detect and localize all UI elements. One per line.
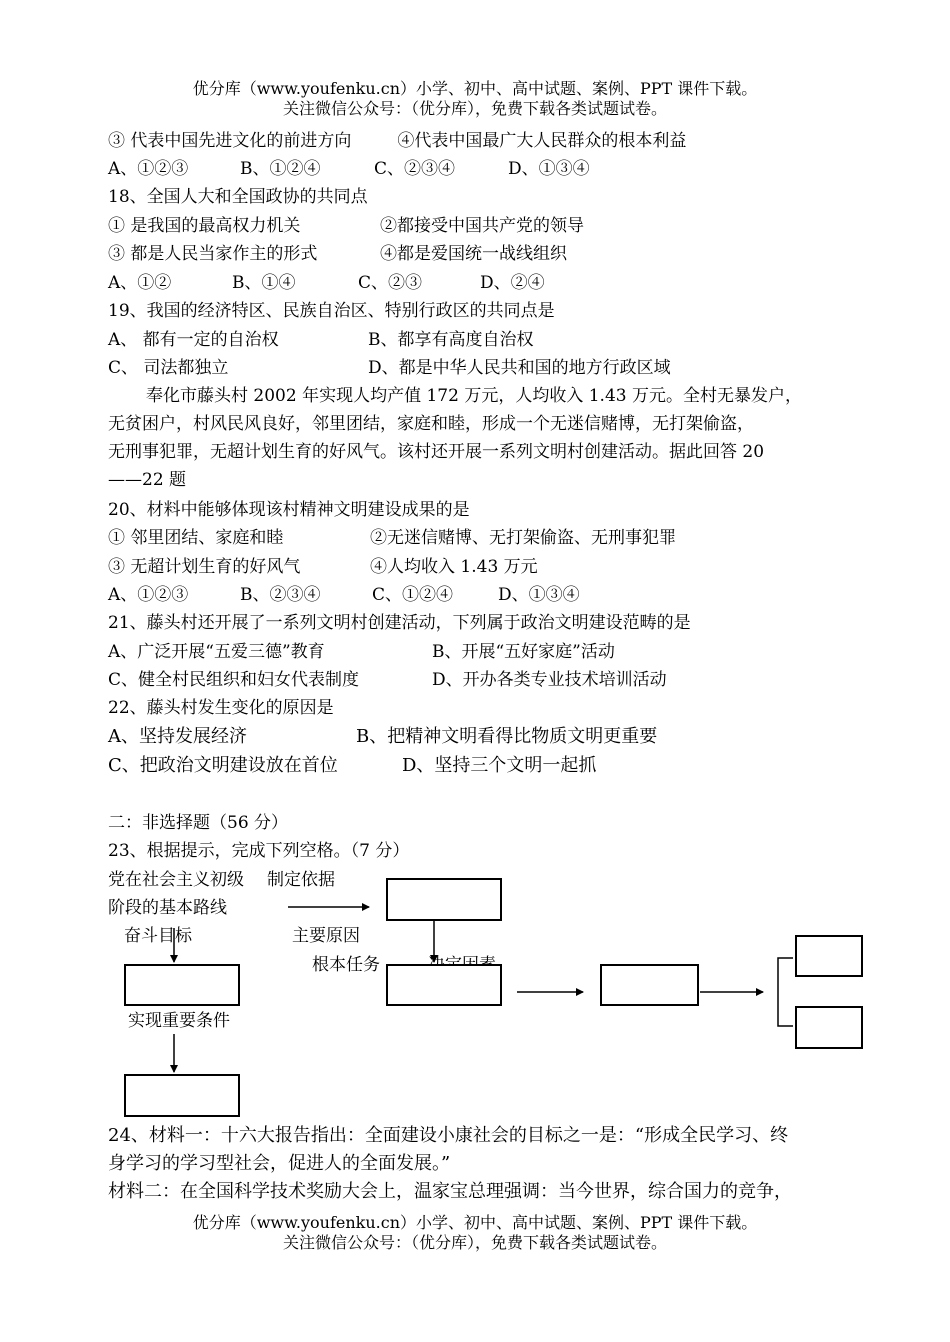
q18-statement-3: ③ 都是人民当家作主的形式 [108,244,318,264]
q17-option-d: D、①③④ [508,159,590,179]
q21-option-c: C、健全村民组织和妇女代表制度 [108,670,360,690]
q24-line-1: 24、材料一：十六大报告指出：全面建设小康社会的目标之一是：“形成全民学习、终 [108,1125,789,1146]
page-footer-line2: 关注微信公众号：（优分库），免费下载各类试题试卷。 [282,1233,667,1252]
q18-statement-1: ① 是我国的最高权力机关 [108,216,301,236]
q22-option-b: B、把精神文明看得比物质文明更重要 [356,726,658,747]
page-header-line2: 关注微信公众号：（优分库），免费下载各类试题试卷。 [282,99,667,118]
diagram-basic-line-label-1: 党在社会主义初级 [108,870,244,890]
q22-option-d: D、坚持三个文明一起抓 [402,755,597,776]
q20-option-b: B、②③④ [240,585,321,605]
material-line-2: 无贫困户，村风民风良好，邻里团结，家庭和睦，形成一个无迷信赌博，无打架偷盗， [108,414,754,434]
q18-option-d: D、②④ [480,273,545,293]
q18-option-b: B、①④ [232,273,296,293]
q19-stem: 19、我国的经济特区、民族自治区、特别行政区的共同点是 [108,301,555,321]
diagram-goal-label: 奋斗目标 [124,926,192,946]
q19-option-b: B、都享有高度自治权 [368,330,534,350]
material-line-1: 奉化市藤头村 2002 年实现人均产值 172 万元，人均收入 1.43 万元。全村无暴发户， [146,386,802,406]
diagram-main-reason-label: 主要原因 [292,926,360,946]
q19-option-c: C、 司法都独立 [108,358,229,378]
q21-option-a: A、广泛开展“五爱三德”教育 [108,642,325,662]
page-footer-line1: 优分库（www.youfenku.cn）小学、初中、高中试题、案例、PPT 课件下载。 [192,1213,758,1232]
q18-stem: 18、全国人大和全国政协的共同点 [108,187,368,207]
q21-option-b: B、开展“五好家庭”活动 [432,642,615,662]
q22-stem: 22、藤头村发生变化的原因是 [108,698,334,718]
q23-stem: 23、根据提示，完成下列空格。（7 分） [108,841,410,861]
diagram-condition-label: 实现重要条件 [128,1011,230,1031]
q24-line-3: 材料二：在全国科学技术奖励大会上，温家宝总理强调：当今世界，综合国力的竞争， [108,1181,792,1202]
q19-option-a: A、 都有一定的自治权 [108,330,279,350]
q20-statement-2: ②无迷信赌博、无打架偷盗、无刑事犯罪 [370,528,676,548]
diagram-basic-line-label-2: 阶段的基本路线 [108,898,227,918]
diagram-basis-label: 制定依据 [267,870,335,890]
q17-option-b: B、①②④ [240,159,321,179]
diagram-root-task-label: 根本任务 [312,955,380,975]
q20-option-c: C、①②④ [372,585,454,605]
q17-option-c: C、②③④ [374,159,456,179]
q17-option-a: A、①②③ [108,159,189,179]
q20-stem: 20、材料中能够体现该村精神文明建设成果的是 [108,500,470,520]
section-2-heading: 二：非选择题（56 分） [108,813,289,833]
q24-line-2: 身学习的学习型社会，促进人的全面发展。” [108,1153,451,1174]
material-line-4: ——22 题 [108,470,187,490]
q20-statement-1: ① 邻里团结、家庭和睦 [108,528,284,548]
q21-stem: 21、藤头村还开展了一系列文明村创建活动，下列属于政治文明建设范畴的是 [108,613,691,633]
q18-statement-4: ④都是爱国统一战线组织 [380,244,567,264]
q17-statement-3: ③ 代表中国先进文化的前进方向 [108,131,352,151]
page-header-line1: 优分库（www.youfenku.cn）小学、初中、高中试题、案例、PPT 课件下载。 [192,79,758,98]
q20-statement-3: ③ 无超计划生育的好风气 [108,557,301,577]
q18-statement-2: ②都接受中国共产党的领导 [380,216,584,236]
material-line-3: 无刑事犯罪，无超计划生育的好风气。该村还开展一系列文明村创建活动。据此回答 20 [108,442,765,462]
q17-statement-4: ④代表中国最广大人民群众的根本利益 [397,131,687,151]
q20-option-d: D、①③④ [498,585,580,605]
q18-option-c: C、②③ [358,273,423,293]
q19-option-d: D、都是中华人民共和国的地方行政区域 [368,358,671,378]
q22-option-c: C、把政治文明建设放在首位 [108,755,338,776]
q20-statement-4: ④人均收入 1.43 万元 [370,557,538,577]
q21-option-d: D、开办各类专业技术培训活动 [432,670,667,690]
q18-option-a: A、①② [108,273,172,293]
branch-bracket [778,958,793,1026]
q22-option-a: A、坚持发展经济 [108,726,247,747]
q20-option-a: A、①②③ [108,585,189,605]
